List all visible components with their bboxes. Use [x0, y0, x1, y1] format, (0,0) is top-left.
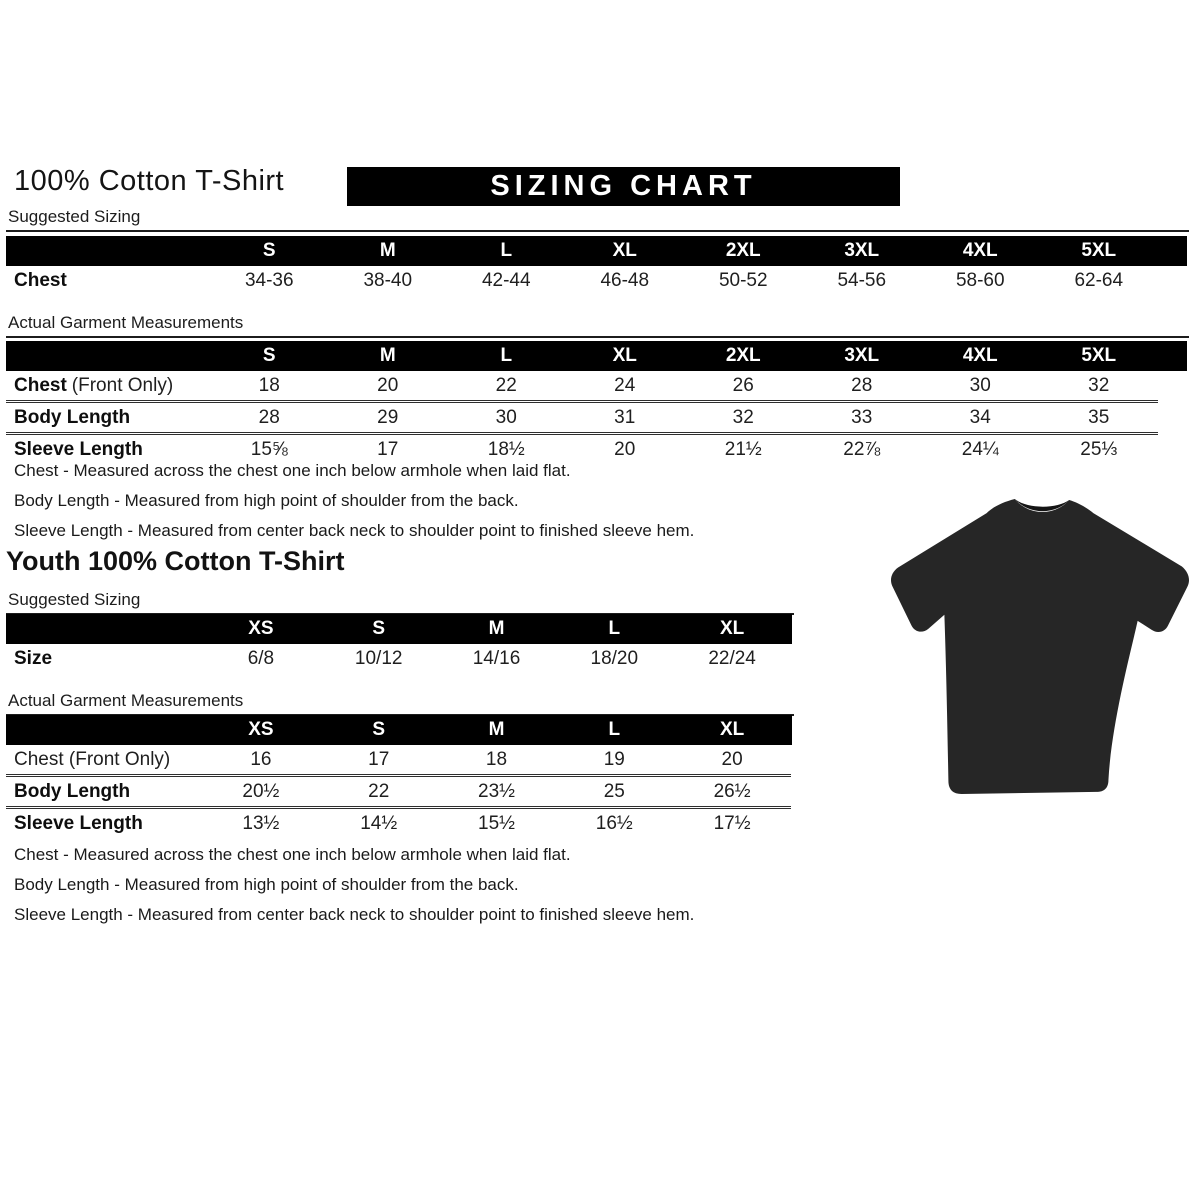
adult-suggested-header-row	[6, 236, 1158, 266]
cell: 22⅞	[843, 439, 881, 460]
row-label: Chest (Front Only)	[6, 745, 202, 776]
table-row-size	[6, 644, 791, 673]
note-sleeve-length: Sleeve Length - Measured from center back neck to shoulder point to finished sleeve hem.	[14, 905, 695, 924]
cell: 62-64	[1074, 270, 1124, 291]
corner-cell	[6, 236, 210, 266]
cell: 32	[684, 402, 803, 434]
cell: 18	[210, 371, 329, 402]
cell: 58-60	[955, 270, 1005, 291]
row-label: Sleeve Length	[14, 813, 143, 834]
adult-garment-header-row	[6, 341, 1158, 371]
cell: 20	[614, 439, 636, 460]
cell: 35	[1040, 402, 1159, 434]
note-body-length: Body Length - Measured from high point of shoulder from the back.	[14, 875, 519, 894]
column-header: 3XL	[844, 345, 880, 366]
cell: 18	[438, 745, 556, 776]
column-header: S	[262, 345, 276, 366]
black-t-shirt-image	[886, 481, 1194, 815]
cell: 54-56	[837, 270, 887, 291]
cell: 28	[803, 371, 922, 402]
table-row-sleeve-length	[6, 808, 791, 839]
cell: 22/24	[708, 648, 756, 669]
cell: 42-44	[481, 270, 531, 291]
cell: 26½	[673, 776, 791, 808]
adult-suggested-sizing-label: Suggested Sizing	[6, 207, 1189, 232]
table-row-body-length	[6, 776, 791, 808]
row-label: Size	[14, 648, 53, 669]
cell: 17½	[713, 813, 751, 834]
column-header: XL	[612, 240, 637, 261]
column-header: 5XL	[1081, 345, 1117, 366]
youth-garment-header-row	[6, 715, 791, 745]
column-header: 2XL	[725, 345, 761, 366]
row-label: Sleeve Length	[14, 439, 143, 460]
cell: 18½	[487, 439, 525, 460]
sizing-chart-banner	[347, 167, 900, 206]
youth-suggested-header-row	[6, 614, 791, 644]
table-row-chest	[6, 266, 1158, 295]
table-row-body-length	[6, 402, 1158, 434]
row-label: Chest	[14, 270, 67, 291]
cell: 25	[555, 776, 673, 808]
column-header: L	[608, 618, 621, 639]
sizing-chart-banner-text: SIZING CHART	[490, 170, 757, 202]
page-title: 100% Cotton T-Shirt	[14, 165, 285, 197]
cell: 17	[377, 439, 399, 460]
table-row-chest-front-only	[6, 371, 1158, 402]
cell: 19	[555, 745, 673, 776]
column-header: 4XL	[962, 240, 998, 261]
cell: 15⅝	[250, 439, 288, 460]
row-label: Body Length	[6, 776, 202, 808]
column-header: 3XL	[844, 240, 880, 261]
column-header: S	[262, 240, 276, 261]
cell: 30	[921, 371, 1040, 402]
column-header: XL	[719, 719, 745, 740]
cell: 20	[673, 745, 791, 776]
adult-garment-measurements-table	[6, 341, 1158, 464]
cell: 21½	[724, 439, 762, 460]
cell: 22	[320, 776, 438, 808]
row-label: Body Length	[6, 402, 210, 434]
cell: 25⅓	[1080, 439, 1118, 460]
table-row-chest-front-only	[6, 745, 791, 776]
cell: 6/8	[247, 648, 275, 669]
youth-garment-measurements-table	[6, 715, 791, 838]
note-sleeve-length: Sleeve Length - Measured from center back neck to shoulder point to finished sleeve hem.	[14, 521, 695, 540]
row-label: Chest (Front Only)	[6, 371, 210, 402]
cell: 14½	[360, 813, 398, 834]
note-chest: Chest - Measured across the chest one inch below armhole when laid flat.	[14, 845, 571, 864]
column-header: M	[379, 240, 396, 261]
table-row-sleeve-length	[6, 434, 1158, 465]
cell: 34	[921, 402, 1040, 434]
cell: 50-52	[718, 270, 768, 291]
corner-cell	[6, 715, 202, 745]
adult-actual-measurements-label: Actual Garment Measurements	[6, 313, 1189, 338]
cell: 46-48	[600, 270, 650, 291]
column-header: M	[488, 719, 505, 740]
column-header: XL	[612, 345, 637, 366]
column-header: 5XL	[1081, 240, 1117, 261]
column-header: 4XL	[962, 345, 998, 366]
t-shirt-body	[891, 499, 1189, 794]
cell: 26	[684, 371, 803, 402]
youth-suggested-sizing-label: Suggested Sizing	[6, 590, 794, 615]
column-header: L	[608, 719, 621, 740]
cell: 31	[566, 402, 685, 434]
cell: 34-36	[244, 270, 294, 291]
cell: 20½	[202, 776, 320, 808]
youth-suggested-sizing-table	[6, 614, 791, 673]
cell: 17	[320, 745, 438, 776]
youth-actual-measurements-label: Actual Garment Measurements	[6, 691, 794, 716]
column-header: S	[372, 719, 386, 740]
cell: 20	[329, 371, 448, 402]
cell: 14/16	[472, 648, 521, 669]
corner-cell	[6, 614, 202, 644]
column-header: L	[500, 240, 513, 261]
column-header: XL	[719, 618, 745, 639]
note-chest: Chest - Measured across the chest one inch below armhole when laid flat.	[14, 461, 571, 480]
column-header: L	[500, 345, 513, 366]
cell: 33	[803, 402, 922, 434]
cell: 23½	[438, 776, 556, 808]
cell: 38-40	[363, 270, 413, 291]
note-body-length: Body Length - Measured from high point of shoulder from the back.	[14, 491, 519, 510]
cell: 13½	[242, 813, 280, 834]
cell: 24¼	[961, 439, 999, 460]
cell: 10/12	[354, 648, 403, 669]
cell: 28	[210, 402, 329, 434]
column-header: XS	[248, 719, 274, 740]
cell: 16½	[595, 813, 633, 834]
cell: 29	[329, 402, 448, 434]
adult-measurement-notes	[14, 461, 694, 551]
cell: 24	[566, 371, 685, 402]
column-header: M	[379, 345, 396, 366]
column-header: XS	[248, 618, 274, 639]
column-header: S	[372, 618, 386, 639]
column-header: 2XL	[725, 240, 761, 261]
cell: 18/20	[590, 648, 639, 669]
column-header: M	[488, 618, 505, 639]
corner-cell	[6, 341, 210, 371]
adult-suggested-sizing-table	[6, 236, 1158, 295]
youth-measurement-notes	[14, 845, 694, 935]
cell: 15½	[478, 813, 515, 834]
cell: 30	[447, 402, 566, 434]
youth-section-title: Youth 100% Cotton T-Shirt	[6, 546, 345, 576]
cell: 16	[202, 745, 320, 776]
cell: 32	[1040, 371, 1159, 402]
cell: 22	[447, 371, 566, 402]
